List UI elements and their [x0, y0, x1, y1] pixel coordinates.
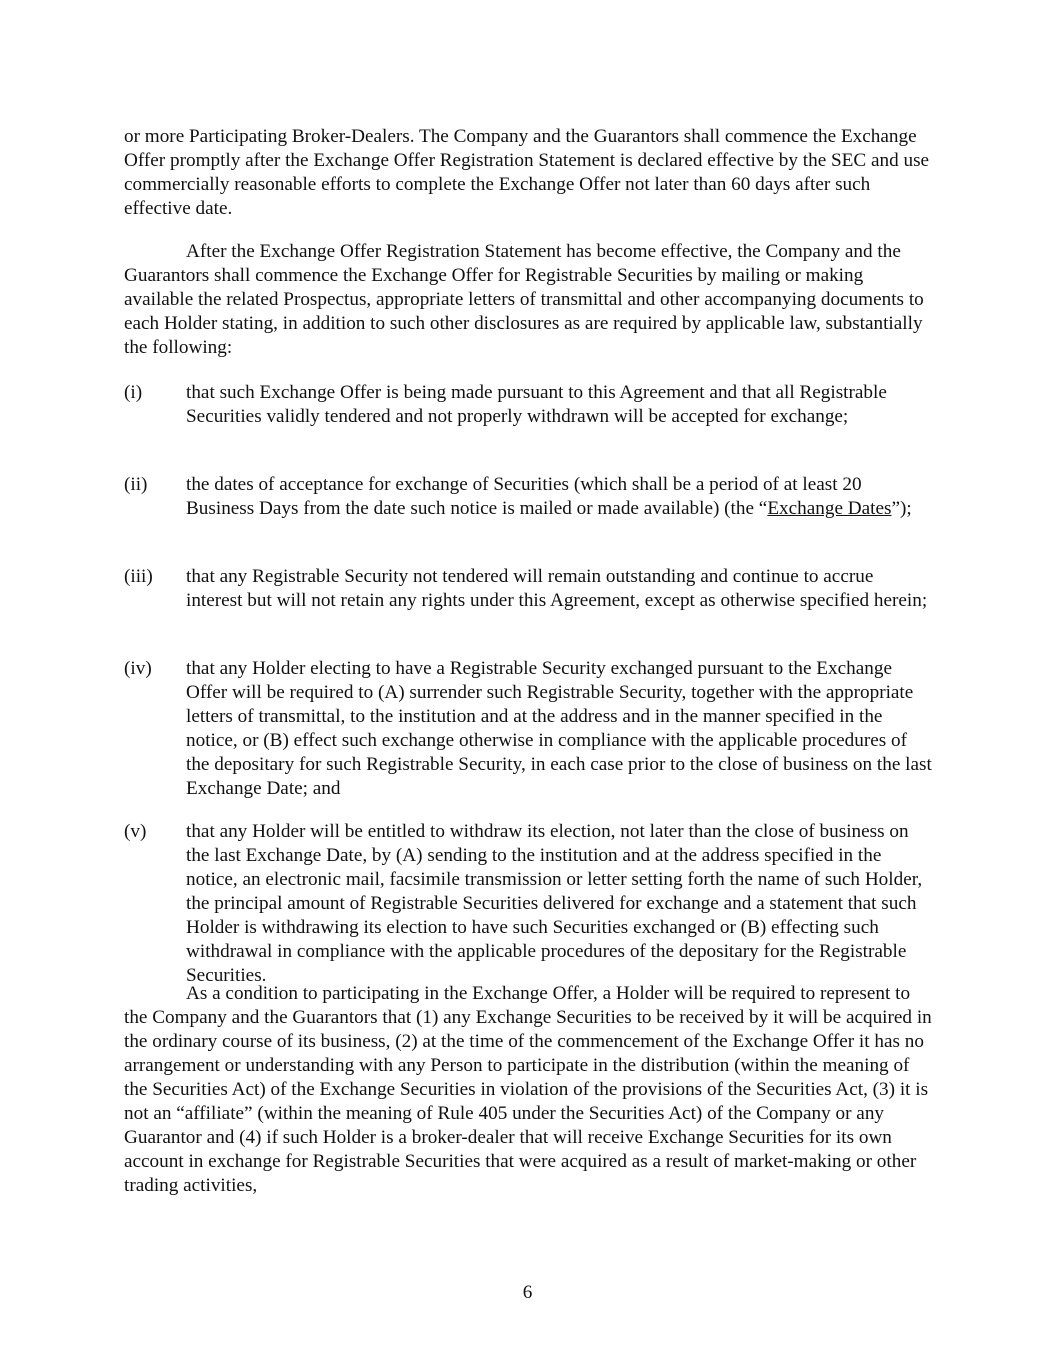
page-number: 6: [522, 1282, 533, 1303]
exchange-offer-paragraph: After the Exchange Offer Registration Statement has become effective, the Company and the Guarantors shall commence the Exchange Offer for Registrable Securities by mailing or making available the related Prospectus, appropriate letters of transmittal and other accompanying documents to each Holder stating, in addition to such other disclosures as are required by applicable law, substantially the following:: [124, 241, 924, 358]
list-item-text: [186, 473, 934, 521]
list-item-number: (v): [124, 821, 147, 842]
defined-term-exchange-dates: Exchange Dates: [767, 498, 892, 519]
list-item-number: (iv): [124, 658, 152, 679]
list-item-text: that any Registrable Security not tendered will remain outstanding and continue to accrue interest but will not retain any rights under this Agreement, except as otherwise specified herein;: [186, 566, 928, 611]
list-item-number: (i): [124, 382, 143, 403]
list-item-number: (ii): [124, 474, 148, 495]
list-item-number: (iii): [124, 566, 153, 587]
list-item-text: that such Exchange Offer is being made pursuant to this Agreement and that all Registrable Securities validly tendered and not properly withdrawn will be accepted for exchange;: [186, 382, 887, 427]
continuation-paragraph: or more Participating Broker-Dealers. The Company and the Guarantors shall commence the Exchange Offer promptly after the Exchange Offer Registration Statement is declared effective by the SEC and use commercially reasonable efforts to complete the Exchange Offer not later than 60 days after such effective date.: [124, 126, 930, 219]
list-item-text-before: the dates of acceptance for exchange of Securities (which shall be a period of at least 20 Business Days from the date such notice is mailed or made available) (the “: [186, 474, 862, 519]
condition-paragraph: As a condition to participating in the Exchange Offer, a Holder will be required to represent to the Company and the Guarantors that (1) any Exchange Securities to be received by it will be acquired in the ordinary course of its business, (2) at the time of the commencement of the Exchange Offer it has no arrangement or understanding with any Person to participate in the distribution (within the meaning of the Securities Act) of the Exchange Securities in violation of the provisions of the Securities Act, (3) it is not an “affiliate” (within the meaning of Rule 405 under the Securities Act) of the Company or any Guarantor and (4) if such Holder is a broker-dealer that will receive Exchange Securities for its own account in exchange for Registrable Securities that were acquired as a result of market-making or other trading activities,: [124, 983, 932, 1196]
list-item-text: that any Holder will be entitled to withdraw its election, not later than the close of business on the last Exchange Date, by (A) sending to the institution and at the address specified in the notice, an electronic mail, facsimile transmission or letter setting forth the name of such Holder, the principal amount of Registrable Securities delivered for exchange and a statement that such Holder is withdrawing its election to have such Securities exchanged or (B) effecting such withdrawal in compliance with the applicable procedures of the depositary for the Registrable Securities.: [186, 821, 923, 986]
list-item-text: that any Holder electing to have a Registrable Security exchanged pursuant to the Exchange Offer will be required to (A) surrender such Registrable Security, together with the appropriate letters of transmittal, to the institution and at the address and in the manner specified in the notice, or (B) effect such exchange otherwise in compliance with the applicable procedures of the depositary for such Registrable Security, in each case prior to the close of business on the last Exchange Date; and: [186, 658, 932, 799]
list-item-text-after: ”);: [891, 498, 912, 519]
